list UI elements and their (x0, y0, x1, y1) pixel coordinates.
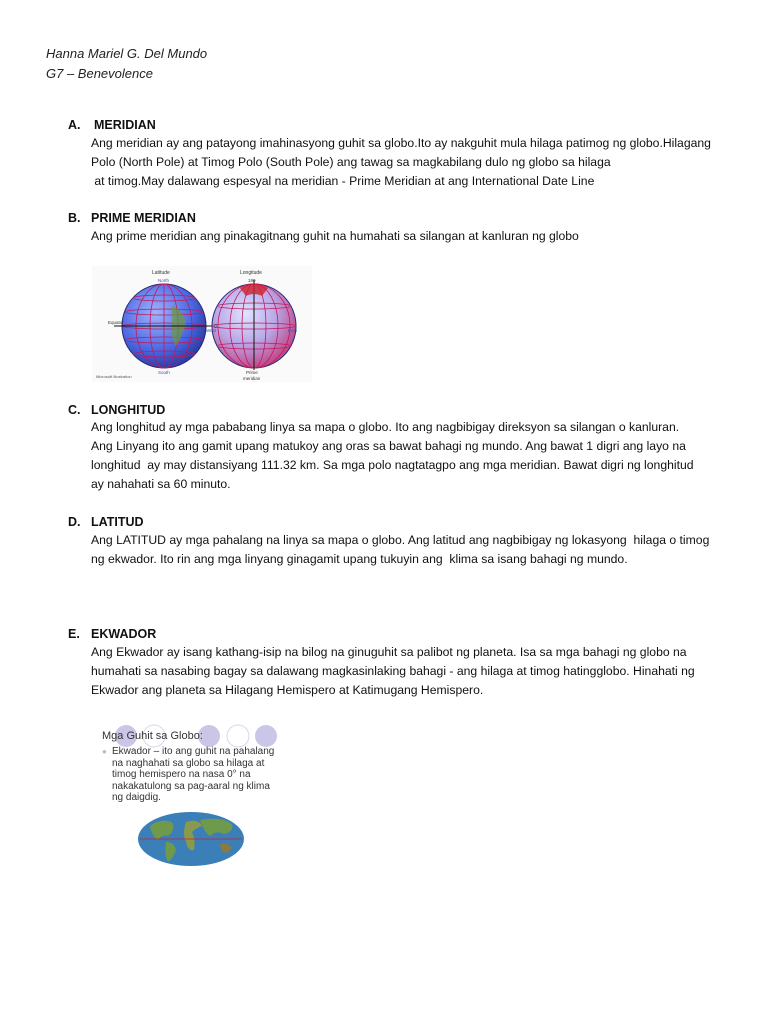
text-line: ng ekwador. Ito rin ang mga linyang ginagamit upang tukuyin ang klima sa isang bahagi ng mundo. (91, 552, 628, 566)
east-label: East (288, 328, 298, 333)
section-e-letter: E. (68, 627, 80, 641)
section-b-title: PRIME MERIDIAN (91, 211, 196, 225)
text-line: humahati sa nasabing bagay sa dalawang magkasinlaking bahagi - ang hilaga at timog hatingglobo. Hinahati ng (91, 664, 695, 678)
longitude-label: Longitude (240, 270, 262, 276)
slide-text-line: nakakatulong sa pag-aaral ng klima (112, 780, 270, 792)
section-a-letter: A. (68, 118, 81, 132)
slide-text-line: Ekwador – ito ang guhit na pahalang (112, 746, 275, 757)
bullet-icon: ● (102, 747, 107, 756)
class-section: G7 – Benevolence (46, 66, 153, 81)
zero-lat-label: 0 (214, 324, 217, 330)
section-b-body (91, 227, 724, 246)
section-e-body (91, 643, 724, 700)
text-line: at timog.May dalawang espesyal na meridian - Prime Meridian at ang International Date Line (91, 174, 595, 188)
text-line: Ang Ekwador ay isang kathang-isip na bilog na ginuguhit sa palibot ng planeta. Isa sa mga bahagi ng globo na (91, 645, 687, 659)
north-label: North (158, 278, 170, 283)
text-line: Polo (North Pole) at Timog Polo (South Pole) ang tawag sa magkabilang dulo ng globo sa hilaga (91, 155, 611, 169)
latitude-label: Latitude (152, 270, 170, 276)
section-b-letter: B. (68, 211, 81, 225)
text-line: Ang LATITUD ay mga pahalang na linya sa mapa o globo. Ang latitud ang nagbibigay ng lokasyong hilaga o timog (91, 533, 710, 547)
zero-lon-label: 180 (248, 278, 256, 283)
slide-text-line: na naghahati sa globo sa hilaga at (112, 757, 265, 769)
section-d-letter: D. (68, 515, 81, 529)
section-d-title: LATITUD (91, 515, 144, 529)
author-name: Hanna Mariel G. Del Mundo (46, 46, 208, 61)
text-line: Ang longhitud ay mga pababang linya sa mapa o globo. Ito ang nagbibigay direksyon sa silangan o kanluran. (91, 420, 680, 434)
text-line: ay nahahati sa 60 minuto. (91, 477, 231, 491)
section-d-body (91, 531, 724, 569)
ekwador-slide-figure (96, 722, 286, 872)
west-label: West (206, 328, 217, 333)
prime-label-2: meridian (243, 376, 261, 381)
section-e-title: EKWADOR (91, 627, 157, 641)
equator-label: Equator (108, 320, 124, 325)
text-line: Ang meridian ay ang patayong imahinasyong guhit sa globo.Ito ay nakguhit mula hilaga patimog ng globo.Hilagang (91, 136, 711, 150)
slide-bullet-text (112, 746, 292, 804)
slide-title: Mga Guhit sa Globo: (102, 730, 203, 742)
text-line: longhitud ay may distansiyang 111.32 km. Sa mga polo nagtatagpo ang mga meridian. Bawat digri ng longhitud (91, 458, 694, 472)
text-line: Ang Linyang ito ang gamit upang matukoy ang oras sa bawat bahagi ng mundo. Ang bawat 1 digri ang layo na (91, 439, 686, 453)
section-a-title: MERIDIAN (94, 118, 156, 132)
text-line: Ang prime meridian ang pinakagitnang guhit na humahati sa silangan at kanluran ng globo (91, 229, 579, 243)
section-c-title: LONGHITUD (91, 403, 166, 417)
figure-credit: Microsoft Illustration (96, 374, 132, 379)
text-line: Ekwador ang planeta sa Hilagang Hemispero at Katimugang Hemispero. (91, 683, 484, 697)
slide-text-line: timog hemispero na nasa 0° na (112, 769, 251, 780)
section-c-body (91, 418, 724, 494)
south-label: South (158, 370, 170, 375)
world-map-image (136, 810, 246, 868)
section-c-letter: C. (68, 403, 81, 417)
prime-label-1: Prime (246, 370, 258, 375)
globes-figure (92, 266, 312, 382)
slide-text-line: ng daigdig. (112, 792, 161, 803)
section-a-body (91, 134, 724, 191)
